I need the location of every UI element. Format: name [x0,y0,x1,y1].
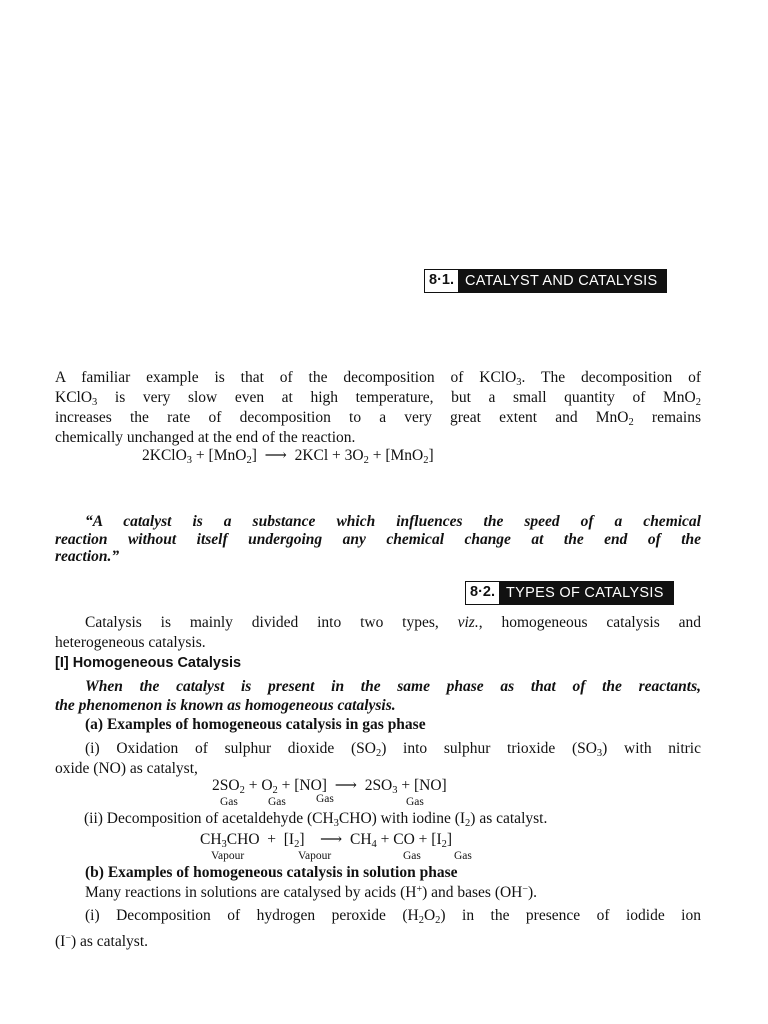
paragraph-line: heterogeneous catalysis. [55,634,206,651]
heading-gas-phase: (a) Examples of homogeneous catalysis in gas phase [85,716,426,733]
section-heading-8-1 [424,269,667,293]
paragraph-line: (I−) as catalyst. [55,933,149,950]
example-sulphur-dioxide [55,739,701,779]
phase-label: Gas [403,850,421,862]
definition-line: the phenomenon is known as homogeneous catalysis. [55,697,396,714]
example-acetaldehyde: (ii) Decomposition of acetaldehyde $(CH_3CHO)$ with iodine $(I_2)$ as catalyst. [84,810,548,829]
paragraph-line: KClO$_3$ is very slow even at high temperature, but a small quantity of MnO$_2$ [55,389,701,408]
equation-kclo3: 2KClO$_3$ + [MnO$_2$] ⟶ $2KCl + 3O_2 + [MnO_2]$ [142,447,434,466]
subsection-heading: [I] Homogeneous Catalysis [55,655,242,671]
phase-label: Gas [268,796,286,808]
paragraph-line: (i) Decomposition of hydrogen peroxide $(H_2O_2)$ in the presence of iodide ion [85,907,701,926]
homogeneous-definition [55,677,701,715]
paragraph-line: increases the rate of decomposition to a very great extent and MnO$_2$ remains [55,409,701,428]
quote-line: reaction without itself undergoing any chemical change at the end of the [55,530,701,548]
phase-label: Gas [316,793,334,805]
phase-label: Gas [406,796,424,808]
section-number: 8·2. [465,581,500,605]
equation-ch3cho: $CH_3CHO + [I_2]$ ⟶ $CH_4$ + CO + $[I_2]$ [200,831,453,850]
phase-label: Vapour [211,850,245,862]
equation-so2: $2SO_2 + O_2 + [NO]$ ⟶ $2SO_3 + [NO]$ [212,777,447,796]
heading-solution-phase: (b) Examples of homogeneous catalysis in solution phase [85,864,458,881]
phase-label: Gas [454,850,472,862]
paragraph-line: Catalysis is mainly divided into two types, viz., homogeneous catalysis and [85,614,701,631]
section-number: 8·1. [424,269,459,293]
intro-paragraph [55,368,701,448]
section-title: TYPES OF CATALYSIS [500,581,674,605]
section-title: CATALYST AND CATALYSIS [459,269,667,293]
catalyst-definition [55,513,701,566]
paragraph-line: oxide (NO) as catalyst, [55,760,198,777]
quote-line: “A catalyst is a substance which influences the speed of a chemical [85,513,701,530]
definition-line: When the catalyst is present in the same phase as that of the reactants, [85,678,701,695]
solution-intro: Many reactions in solutions are catalysed by acids (H+) and bases (OH−). [85,884,538,901]
section-heading-8-2 [465,581,674,605]
types-paragraph [55,613,701,653]
example-hydrogen-peroxide [55,906,701,952]
phase-label: Gas [220,796,238,808]
quote-line: reaction.” [55,548,120,565]
paragraph-line: chemically unchanged at the end of the reaction. [55,429,356,446]
paragraph-line: A familiar example is that of the decomposition of KClO$_3$. The decomposition of [55,369,702,388]
phase-label: Vapour [298,850,332,862]
paragraph-line: (i) Oxidation of sulphur dioxide $(SO_2)$ into sulphur trioxide $(SO_3)$ with nitric [85,740,701,759]
